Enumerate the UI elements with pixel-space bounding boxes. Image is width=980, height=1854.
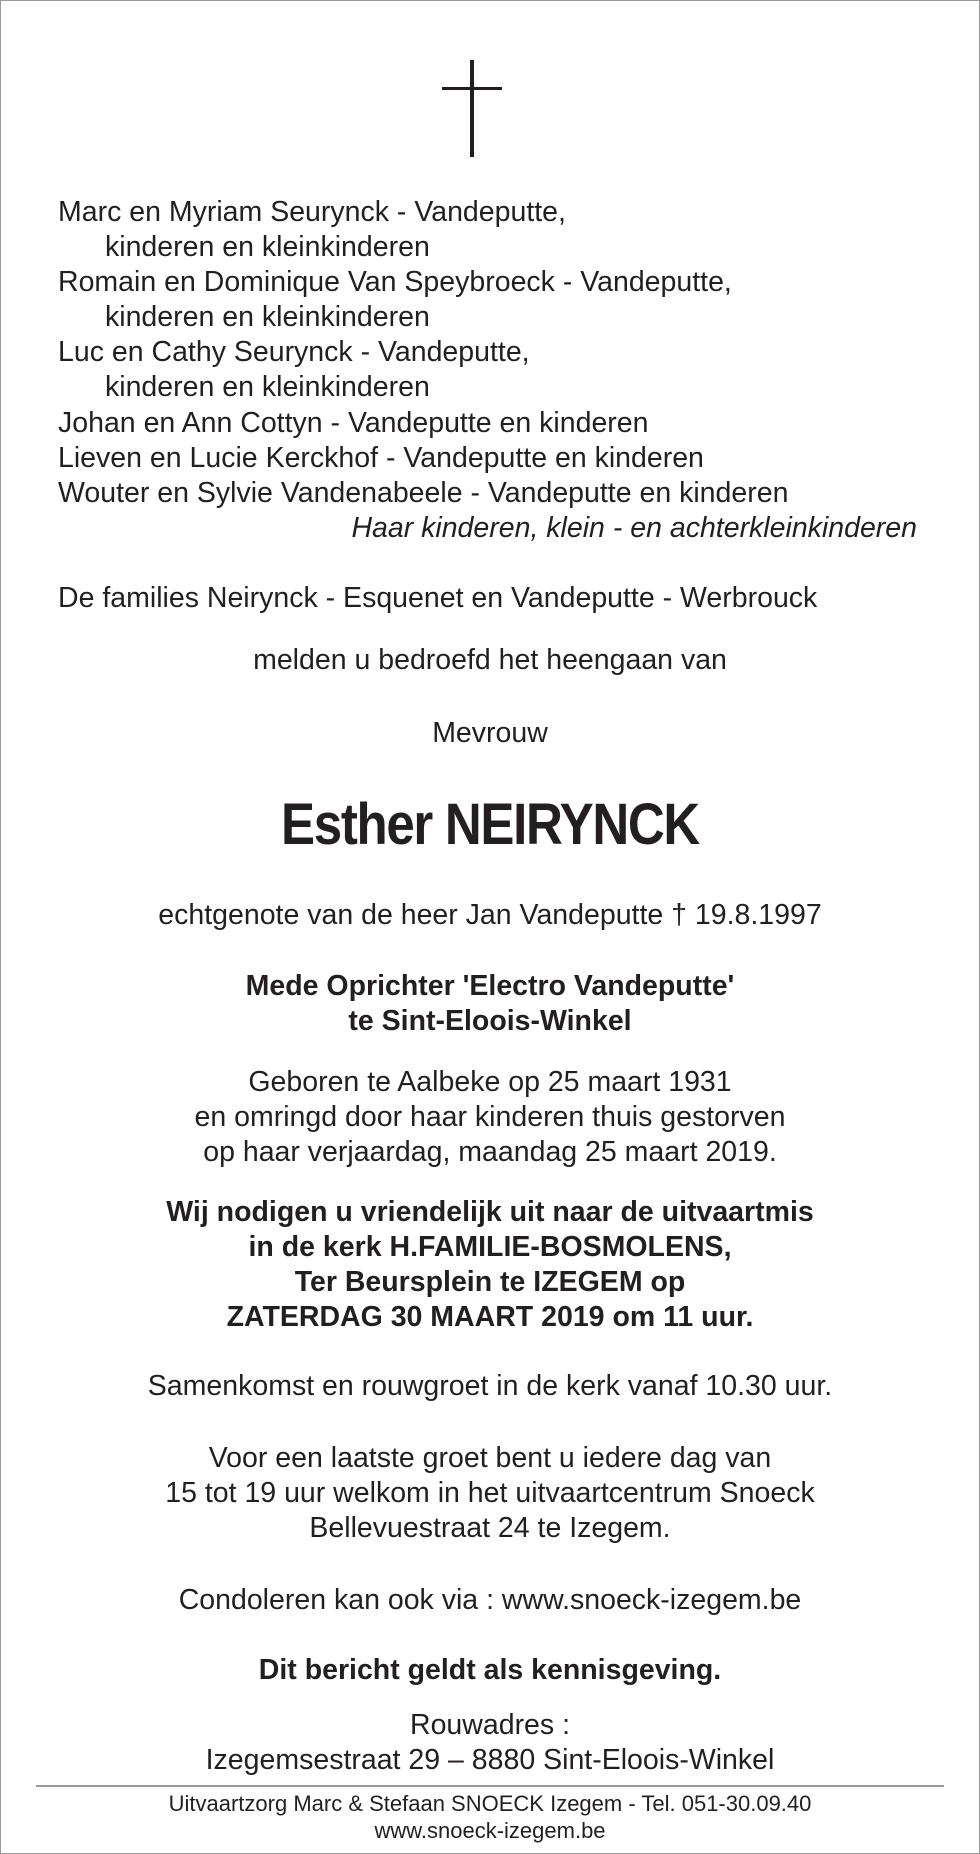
family-line-4: Johan en Ann Cottyn - Vandeputte en kinderen (58, 407, 649, 439)
families-general: De families Neirynck - Esquenet en Vandeputte - Werbrouck (58, 582, 818, 614)
footer-website: www.snoeck-izegem.be (374, 1818, 606, 1843)
cross-icon (442, 60, 502, 157)
founder-line-2: te Sint-Eloois-Winkel (348, 1005, 632, 1037)
birth-line-3: op haar verjaardag, maandag 25 maart 2019. (203, 1136, 777, 1168)
founder-line-1: Mede Oprichter 'Electro Vandeputte' (245, 970, 735, 1002)
visit-line-1: Voor een laatste groet bent u iedere dag van (208, 1442, 772, 1474)
family-sub-3: kinderen en kleinkinderen (105, 371, 430, 403)
address-line: Izegemsestraat 29 – 8880 Sint-Eloois-Winkel (205, 1744, 775, 1776)
family-line-5: Lieven en Lucie Kerckhof - Vandeputte en kinderen (58, 442, 704, 474)
announce-text: melden u bedroefd het heengaan van (253, 644, 727, 676)
family-sub-2: kinderen en kleinkinderen (105, 301, 430, 333)
grandchildren-line: Haar kinderen, klein - en achterkleinkinderen (351, 512, 917, 544)
footer-company: Uitvaartzorg Marc & Stefaan SNOECK Izegem - Tel. 051-30.09.40 (168, 1791, 812, 1816)
family-line-1: Marc en Myriam Seurynck - Vandeputte, (58, 196, 566, 228)
birth-line-2: en omringd door haar kinderen thuis gestorven (194, 1101, 786, 1133)
birth-line-1: Geboren te Aalbeke op 25 maart 1931 (248, 1066, 732, 1098)
family-line-2: Romain en Dominique Van Speybroeck - Vandeputte, (58, 266, 732, 298)
notice-line: Dit bericht geldt als kennisgeving. (258, 1654, 722, 1686)
family-line-6: Wouter en Sylvie Vandenabeele - Vandeputte en kinderen (58, 477, 789, 509)
title-mevrouw: Mevrouw (432, 717, 548, 749)
address-label: Rouwadres : (410, 1709, 570, 1741)
funeral-line-1: Wij nodigen u vriendelijk uit naar de uitvaartmis (166, 1196, 814, 1228)
deceased-name: Esther NEIRYNCK (281, 792, 699, 857)
family-sub-1: kinderen en kleinkinderen (105, 231, 430, 263)
footer-divider (36, 1785, 944, 1787)
condolence-line: Condoleren kan ook via : www.snoeck-izegem.be (178, 1584, 802, 1616)
funeral-line-4: ZATERDAG 30 MAART 2019 om 11 uur. (226, 1301, 754, 1333)
funeral-line-3: Ter Beursplein te IZEGEM op (294, 1266, 686, 1298)
family-line-3: Luc en Cathy Seurynck - Vandeputte, (58, 336, 530, 368)
spouse-line: echtgenote van de heer Jan Vandeputte † 19.8.1997 (158, 899, 822, 931)
visit-line-2: 15 tot 19 uur welkom in het uitvaartcentrum Snoeck (165, 1477, 815, 1509)
funeral-line-2: in de kerk H.FAMILIE-BOSMOLENS, (248, 1231, 732, 1263)
gathering-line: Samenkomst en rouwgroet in de kerk vanaf 10.30 uur. (147, 1370, 833, 1402)
visit-line-3: Bellevuestraat 24 te Izegem. (309, 1512, 671, 1544)
